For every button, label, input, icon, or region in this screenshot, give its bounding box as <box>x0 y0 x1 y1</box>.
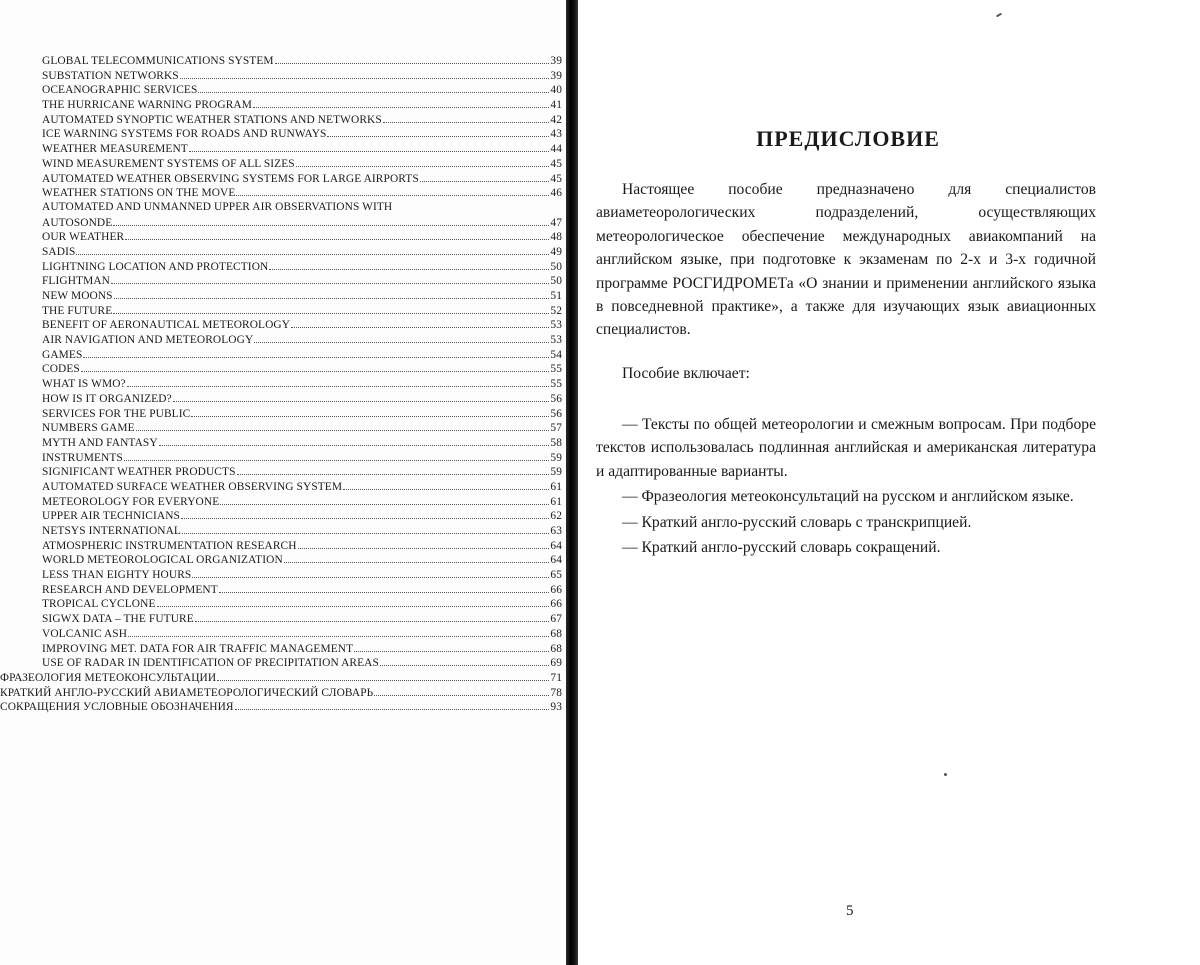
toc-dot-leader <box>181 508 549 519</box>
table-of-contents <box>0 53 562 714</box>
toc-dot-leader <box>235 699 550 710</box>
toc-entry <box>42 303 562 318</box>
toc-dot-leader <box>327 126 549 137</box>
toc-dot-leader <box>173 391 550 402</box>
toc-entry-page: 61 <box>550 495 562 508</box>
toc-entry <box>42 112 562 127</box>
list-item: — Тексты по общей метеорологии и смежным вопросам. При подборе текстов использовалась подлинная английская и американская литература и адаптированные варианты. <box>596 416 1096 480</box>
preface-heading: ПРЕДИСЛОВИЕ <box>756 126 940 151</box>
toc-entry-page: 78 <box>550 686 562 699</box>
toc-entry <box>42 611 562 626</box>
toc-entry <box>42 215 562 230</box>
toc-entry-page: 46 <box>550 187 562 200</box>
toc-entry-title: WIND MEASUREMENT SYSTEMS OF ALL SIZES <box>42 157 295 170</box>
toc-entry-page: 93 <box>550 701 562 714</box>
toc-entry <box>42 171 562 186</box>
toc-entry-title: СОКРАЩЕНИЯ УСЛОВНЫЕ ОБОЗНАЧЕНИЯ <box>0 701 234 714</box>
toc-entry-title: SADIS <box>42 245 76 258</box>
toc-entry-title: IMPROVING MET. DATA FOR AIR TRAFFIC MANAGEMENT <box>42 642 354 655</box>
toc-entry-page: 53 <box>550 334 562 347</box>
toc-entry-page: 56 <box>550 407 562 420</box>
toc-entry-title: NUMBERS GAME <box>42 422 135 435</box>
toc-entry <box>42 406 562 421</box>
toc-entry-title: THE HURRICANE WARNING PROGRAM <box>42 99 252 112</box>
preface-paragraph-text: Настоящее пособие предназначено для специалистов авиаметеорологических подразделений, осуществляющих метеорологическое обеспечение международных авиакомпаний на английском языке, при подготовке к экзаменам по 2-х и 3-х годичной программе РОСГИДРОМЕТа «О знании и применении английского языка в повседневной практике», а также для изучающих язык авиационных специалистов. <box>596 181 1096 339</box>
toc-entry <box>42 53 562 68</box>
toc-entry-title: LIGHTNING LOCATION AND PROTECTION <box>42 260 269 273</box>
toc-dot-leader <box>198 82 549 93</box>
toc-dot-leader <box>374 685 549 696</box>
toc-entry-page: 59 <box>550 466 562 479</box>
toc-entry-page: 55 <box>550 378 562 391</box>
toc-entry-title: UPPER AIR TECHNICIANS <box>42 510 180 523</box>
toc-entry <box>42 523 562 538</box>
toc-entry <box>42 68 562 83</box>
toc-entry-page: 54 <box>550 348 562 361</box>
toc-entry-page: 44 <box>550 143 562 156</box>
toc-entry <box>0 685 562 700</box>
toc-entry <box>0 670 562 685</box>
toc-entry-title: METEOROLOGY FOR EVERYONE <box>42 495 220 508</box>
toc-entry-page: 48 <box>550 231 562 244</box>
toc-dot-leader <box>127 376 550 387</box>
toc-entry-title: AUTOMATED SURFACE WEATHER OBSERVING SYSTEM <box>42 480 343 493</box>
toc-dot-leader <box>124 450 550 461</box>
includes-list <box>596 413 1096 561</box>
toc-entry-page: 63 <box>550 525 562 537</box>
toc-dot-leader <box>81 361 550 372</box>
toc-entry <box>42 420 562 435</box>
toc-entry-title: AUTOSONDE <box>42 216 113 229</box>
toc-entry <box>42 185 562 200</box>
toc-dot-leader <box>220 494 549 505</box>
toc-entry-title: FLIGHTMAN <box>42 275 110 288</box>
toc-entry-page: 64 <box>550 539 562 552</box>
toc-dot-leader <box>189 141 550 152</box>
toc-entry-title: WEATHER STATIONS ON THE MOVE <box>42 187 236 200</box>
toc-entry <box>42 641 562 656</box>
toc-entry-title: NETSYS INTERNATIONAL <box>42 525 181 537</box>
toc-dot-leader <box>343 479 549 490</box>
scan-speck <box>944 773 947 776</box>
toc-entry <box>42 508 562 523</box>
toc-entry-title: ICE WARNING SYSTEMS FOR ROADS AND RUNWAYS <box>42 128 327 141</box>
toc-entry-title: ATMOSPHERIC INSTRUMENTATION RESEARCH <box>42 539 297 552</box>
toc-entry-title: BENEFIT OF AERONAUTICAL METEOROLOGY <box>42 319 291 332</box>
toc-entry <box>42 567 562 582</box>
toc-dot-leader <box>113 215 549 226</box>
toc-entry-title: NEW MOONS <box>42 290 113 302</box>
toc-entry-page: 65 <box>550 569 562 582</box>
toc-entry-title: OCEANOGRAPHIC SERVICES <box>42 84 198 97</box>
toc-dot-leader <box>195 611 550 622</box>
toc-entry-page: 66 <box>550 583 562 596</box>
toc-entry-page: 62 <box>550 510 562 523</box>
toc-entry <box>42 97 562 112</box>
toc-entry-page: 68 <box>550 627 562 640</box>
toc-dot-leader <box>113 303 549 314</box>
toc-dot-leader <box>76 244 549 255</box>
toc-entry <box>42 259 562 274</box>
contents-page <box>0 0 566 965</box>
toc-entry-page: 56 <box>550 392 562 405</box>
toc-dot-leader <box>136 420 550 431</box>
toc-entry-title: AUTOMATED AND UNMANNED UPPER AIR OBSERVATIONS WITH <box>42 200 393 213</box>
toc-entry-page: 47 <box>550 216 562 229</box>
toc-entry-title: USE OF RADAR IN IDENTIFICATION OF PRECIPITATION AREAS <box>42 657 379 670</box>
toc-entry-title: THE FUTURE <box>42 304 113 317</box>
toc-dot-leader <box>420 171 550 182</box>
toc-entry-title: SIGWX DATA – THE FUTURE <box>42 613 194 626</box>
list-item: — Краткий англо-русский словарь сокращений. <box>622 539 941 557</box>
toc-entry-page: 67 <box>550 613 562 626</box>
scan-speck <box>996 13 1002 18</box>
toc-dot-leader <box>296 156 550 167</box>
toc-dot-leader <box>83 347 549 358</box>
toc-dot-leader <box>157 596 550 607</box>
toc-entry-page: 61 <box>550 480 562 493</box>
toc-entry-page: 39 <box>550 55 562 67</box>
toc-entry-page: 41 <box>550 99 562 112</box>
toc-entry-title: VOLCANIC ASH <box>42 627 128 640</box>
toc-entry-title: ФРАЗЕОЛОГИЯ МЕТЕОКОНСУЛЬТАЦИИ <box>0 671 217 684</box>
toc-entry <box>42 655 562 670</box>
toc-entry-page: 71 <box>550 671 562 684</box>
toc-entry-title: WEATHER MEASUREMENT <box>42 143 188 156</box>
toc-entry-title: AUTOMATED WEATHER OBSERVING SYSTEMS FOR LARGE AIRPORTS <box>42 172 419 185</box>
toc-entry-page: 40 <box>550 84 562 97</box>
toc-entry <box>42 596 562 611</box>
toc-entry-page: 57 <box>550 422 562 435</box>
toc-entry-page: 50 <box>550 275 562 288</box>
toc-dot-leader <box>114 288 550 299</box>
toc-entry <box>42 229 562 244</box>
toc-dot-leader <box>237 464 550 475</box>
toc-entry-title: AUTOMATED SYNOPTIC WEATHER STATIONS AND NETWORKS <box>42 113 382 126</box>
toc-entry <box>42 82 562 97</box>
toc-entry <box>42 332 562 347</box>
toc-dot-leader <box>383 112 550 123</box>
toc-dot-leader <box>254 332 549 343</box>
toc-dot-leader <box>125 229 549 240</box>
toc-dot-leader <box>159 435 550 446</box>
toc-dot-leader <box>182 523 549 534</box>
toc-entry <box>42 450 562 465</box>
toc-entry-title: КРАТКИЙ АНГЛО-РУССКИЙ АВИАМЕТЕОРОЛОГИЧЕСКИЙ СЛОВАРЬ <box>0 686 374 699</box>
toc-entry <box>42 141 562 156</box>
toc-entry <box>0 699 562 714</box>
toc-entry <box>42 317 562 332</box>
toc-entry <box>42 391 562 406</box>
toc-entry-page: 66 <box>550 598 562 611</box>
toc-entry-title: CODES <box>42 363 80 376</box>
toc-entry-title: WORLD METEOROLOGICAL ORGANIZATION <box>42 554 283 567</box>
toc-entry <box>42 552 562 567</box>
toc-entry-title: INSTRUMENTS <box>42 451 123 464</box>
toc-entry <box>42 244 562 259</box>
toc-entry-title: GLOBAL TELECOMMUNICATIONS SYSTEM <box>42 55 274 67</box>
toc-dot-leader <box>128 626 549 637</box>
toc-entry-page: 39 <box>550 69 562 82</box>
toc-entry-title: HOW IS IT ORGANIZED? <box>42 392 172 405</box>
toc-dot-leader <box>298 538 550 549</box>
toc-entry-title: SUBSTATION NETWORKS <box>42 69 179 82</box>
toc-dot-leader <box>236 185 549 196</box>
toc-dot-leader <box>111 273 549 284</box>
includes-label: Пособие включает: <box>622 365 750 382</box>
toc-entry <box>42 126 562 141</box>
toc-entry <box>42 464 562 479</box>
toc-entry-page: 58 <box>550 436 562 449</box>
toc-entry-title: GAMES <box>42 348 83 361</box>
toc-dot-leader <box>380 655 549 666</box>
toc-dot-leader <box>219 582 550 593</box>
toc-entry-page: 45 <box>550 172 562 185</box>
toc-dot-leader <box>291 317 549 328</box>
list-item: — Фразеология метеоконсультаций на русском и английском языке. <box>622 488 1074 506</box>
toc-entry <box>42 435 562 450</box>
toc-entry-page: 68 <box>550 642 562 655</box>
toc-entry-page: 43 <box>550 128 562 141</box>
preface-paragraph <box>596 178 1096 342</box>
toc-entry <box>42 200 562 215</box>
toc-entry <box>42 626 562 641</box>
toc-entry-title: RESEARCH AND DEVELOPMENT <box>42 583 218 596</box>
toc-entry-title: WHAT IS WMO? <box>42 378 126 391</box>
toc-entry-page: 64 <box>550 554 562 567</box>
toc-entry-title: MYTH AND FANTASY <box>42 436 158 449</box>
toc-entry-page: 55 <box>550 363 562 376</box>
toc-entry-title: LESS THAN EIGHTY HOURS <box>42 569 192 582</box>
toc-entry-page: 59 <box>550 451 562 464</box>
toc-entry-page: 69 <box>550 657 562 670</box>
toc-dot-leader <box>269 259 549 270</box>
toc-entry <box>42 494 562 509</box>
toc-entry <box>42 156 562 171</box>
book-spine <box>566 0 578 965</box>
toc-entry-title: OUR WEATHER <box>42 231 125 244</box>
list-item: — Краткий англо-русский словарь с транскрипцией. <box>622 513 972 531</box>
preface-page <box>578 0 1200 965</box>
toc-entry <box>42 288 562 303</box>
toc-entry <box>42 479 562 494</box>
toc-entry <box>42 376 562 391</box>
toc-dot-leader <box>275 53 550 64</box>
toc-dot-leader <box>192 567 549 578</box>
toc-dot-leader <box>354 641 549 652</box>
page-number: 5 <box>846 903 854 919</box>
toc-dot-leader <box>284 552 550 563</box>
toc-dot-leader <box>180 68 550 79</box>
toc-entry-title: AIR NAVIGATION AND METEOROLOGY <box>42 334 254 347</box>
toc-entry-page: 53 <box>550 319 562 332</box>
toc-entry <box>42 582 562 597</box>
toc-entry-title: SIGNIFICANT WEATHER PRODUCTS <box>42 466 236 479</box>
toc-entry-title: TROPICAL CYCLONE <box>42 598 156 611</box>
toc-entry-page: 45 <box>550 157 562 170</box>
toc-entry-page: 50 <box>550 260 562 273</box>
toc-entry-page: 52 <box>550 304 562 317</box>
toc-entry <box>42 361 562 376</box>
toc-dot-leader <box>253 97 549 108</box>
toc-entry-page: 51 <box>550 290 562 302</box>
toc-entry <box>42 347 562 362</box>
toc-entry-title: SERVICES FOR THE PUBLIC <box>42 407 191 420</box>
toc-entry-page: 49 <box>550 245 562 258</box>
toc-dot-leader <box>217 670 549 681</box>
toc-entry <box>42 538 562 553</box>
toc-entry <box>42 273 562 288</box>
toc-dot-leader <box>191 406 549 417</box>
toc-entry-page: 42 <box>550 113 562 126</box>
